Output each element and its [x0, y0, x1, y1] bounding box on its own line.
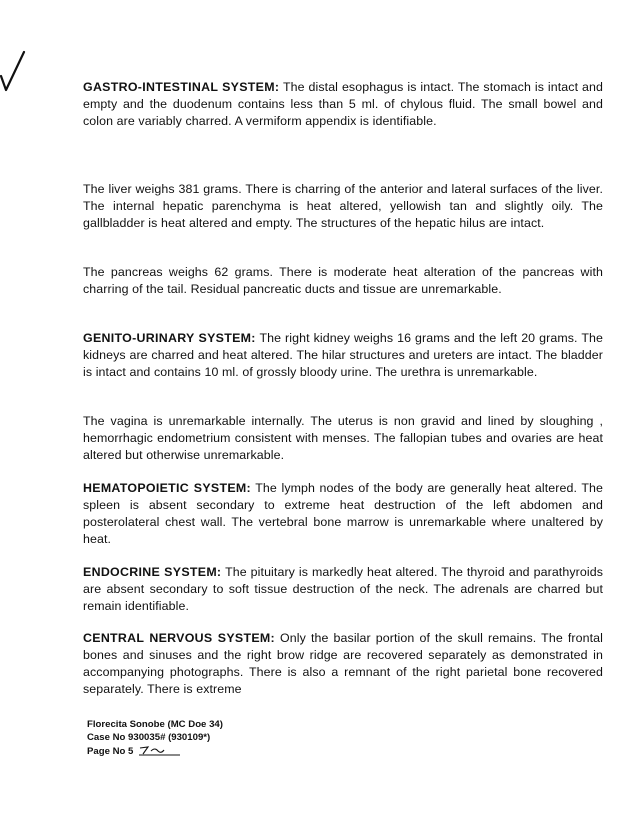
section-text: The distal esophagus is intact. The stomach is intact and empty and the duodenum contains less than 5 ml. of chylous fluid. The small bowel and colon are variably charred. A vermiform appendix is identifiable. [83, 80, 603, 128]
margin-check-mark [0, 46, 28, 96]
vagina-paragraph [83, 413, 603, 464]
section-text: The pituitary is markedly heat altered. The thyroid and parathyroids are absent secondary to soft tissue destruction of the neck. The adrenals are charred but remain identifiable. [83, 565, 603, 613]
section-heading: GASTRO-INTESTINAL SYSTEM: [83, 80, 280, 94]
section-heading: HEMATOPOIETIC SYSTEM: [83, 481, 251, 495]
endocrine-section [83, 564, 603, 615]
section-text: Only the basilar portion of the skull remains. The frontal bones and sinuses and the right brow ridge are recovered separately as demonstrated in accompanying photographs. There is also a remnant of the right parietal bone recovered separately. There is extreme [83, 631, 604, 696]
handwritten-page-mark [138, 744, 182, 756]
section-heading: CENTRAL NERVOUS SYSTEM: [83, 631, 275, 645]
section-heading: ENDOCRINE SYSTEM: [83, 565, 222, 579]
pancreas-paragraph [83, 264, 603, 298]
section-text: The pancreas weighs 62 grams. There is moderate heat alteration of the pancreas with charring of the tail. Residual pancreatic ducts and tissue are unremarkable. [83, 265, 603, 296]
liver-paragraph [83, 181, 603, 232]
footer-page-number: Page No 5 [87, 746, 134, 757]
section-text: The right kidney weighs 16 grams and the left 20 grams. The kidneys are charred and heat altered. The hilar structures and ureters are intact. The bladder is intact and contains 10 ml. of grossly bloody urine. The urethra is unremarkable. [83, 331, 603, 379]
section-text: The liver weighs 381 grams. There is charring of the anterior and lateral surfaces of the liver. The internal hepatic parenchyma is heat altered, yellowish tan and slightly oily. The gallbladder is heat altered and empty. The structures of the hepatic hilus are intact. [83, 182, 603, 230]
central-nervous-section [83, 630, 603, 698]
gastro-intestinal-section [83, 79, 603, 130]
footer-page-line [87, 744, 223, 758]
document-footer [87, 718, 223, 758]
section-heading: GENITO-URINARY SYSTEM: [83, 331, 256, 345]
section-text: The lymph nodes of the body are generally heat altered. The spleen is absent secondary to extreme heat destruction of the left abdomen and posterolateral chest wall. The vertebral bone marrow is unremarkable where unaltered by heat. [83, 481, 603, 546]
genito-urinary-section [83, 330, 603, 381]
hematopoietic-section [83, 480, 603, 548]
footer-case-number: Case No 930035# (930109*) [87, 732, 211, 743]
footer-name: Florecita Sonobe (MC Doe 34) [87, 719, 223, 730]
section-text: The vagina is unremarkable internally. The uterus is non gravid and lined by sloughing , hemorrhagic endometrium consistent with menses. The fallopian tubes and ovaries are heat altered but otherwise unremarkable. [83, 414, 603, 462]
